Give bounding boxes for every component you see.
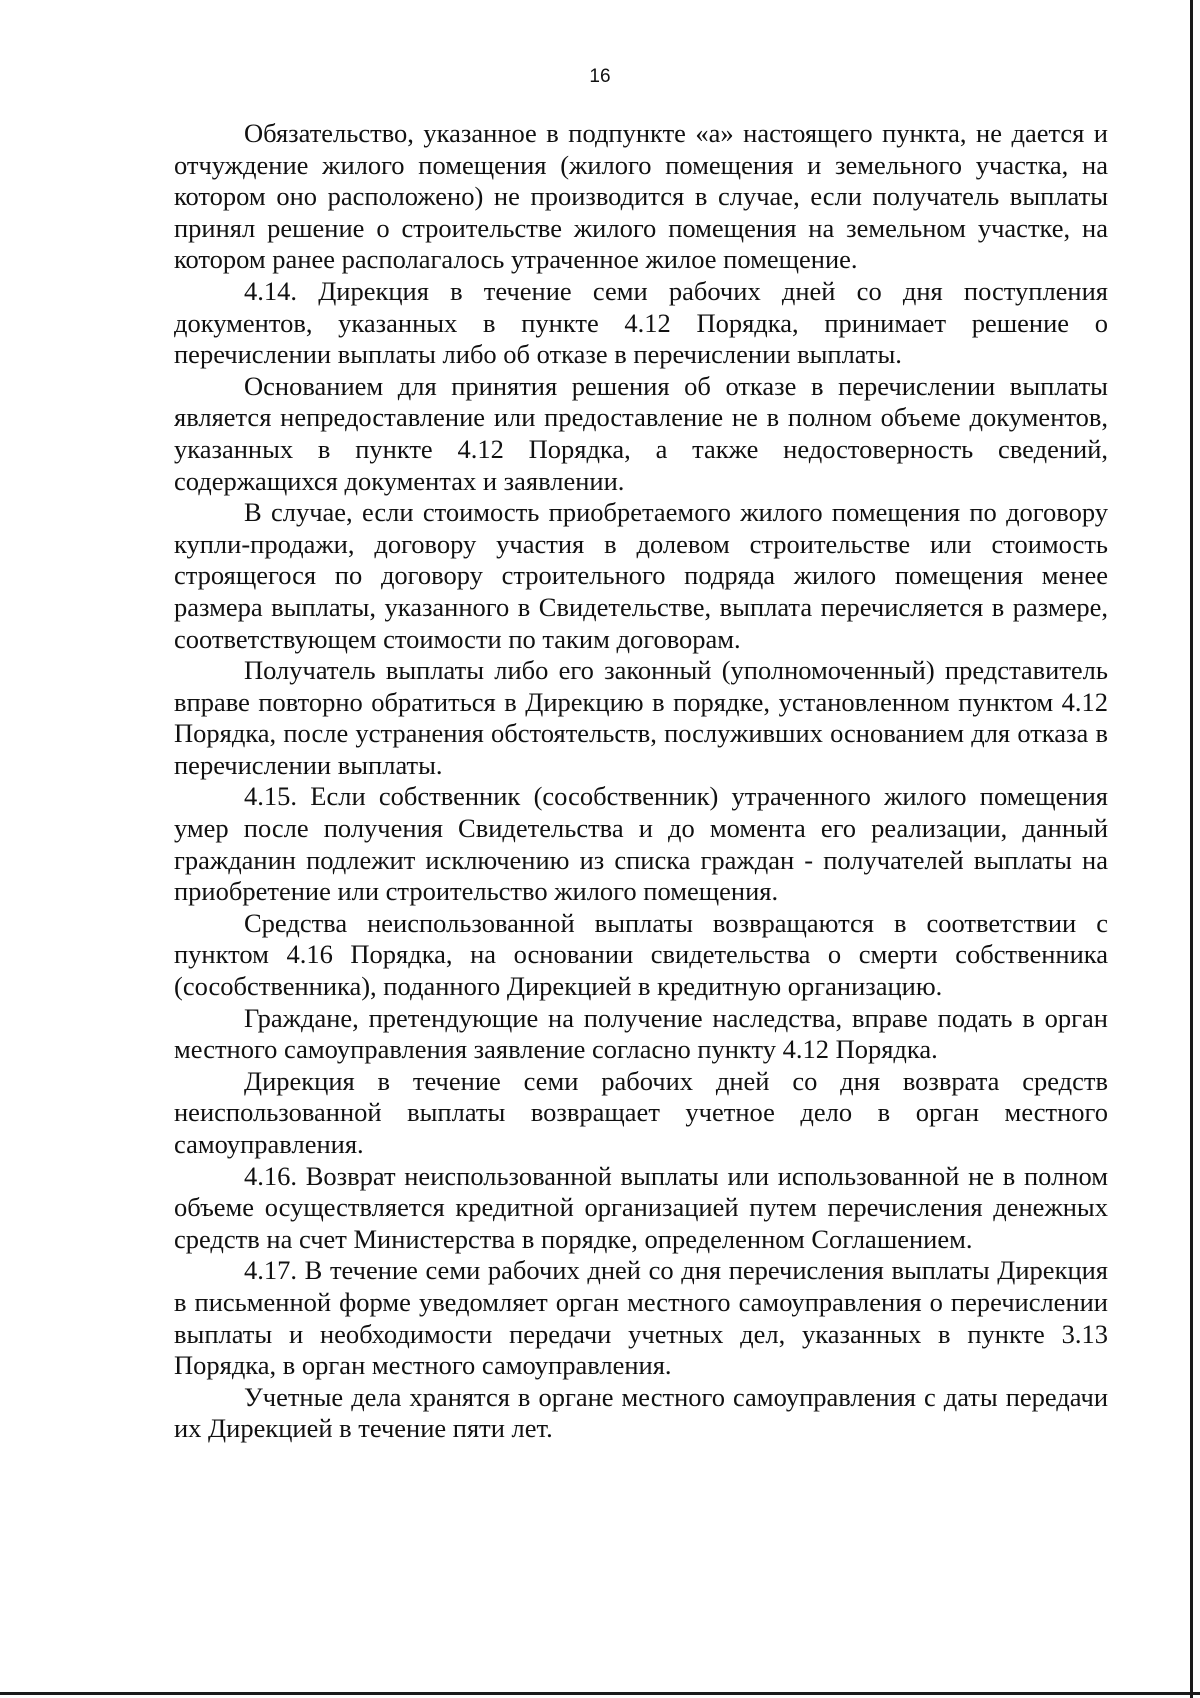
paragraph: Основанием для принятия решения об отказе в перечислении выплаты является непредоставление или предоставление не в полном объеме документов, указанных в пункте 4.12 Порядка, а также недостоверность сведений, содержащихся документах и заявлении. (174, 370, 1108, 496)
paragraph: 4.14. Дирекция в течение семи рабочих дней со дня поступления документов, указанных в пункте 4.12 Порядка, принимает решение о перечислении выплаты либо об отказе в перечислении выплаты. (174, 275, 1108, 370)
paragraph: Дирекция в течение семи рабочих дней со дня возврата средств неиспользованной выплаты возвращает учетное дело в орган местного самоуправления. (174, 1065, 1108, 1159)
document-body (174, 118, 1108, 1445)
paragraph: 4.16. Возврат неиспользованной выплаты или использованной не в полном объеме осуществляется кредитной организацией путем перечисления денежных средств на счет Министерства в порядке, определенном Соглашением. (174, 1160, 1108, 1254)
scan-border-right (1190, 0, 1193, 1698)
paragraph: Получатель выплаты либо его законный (уполномоченный) представитель вправе повторно обратиться в Дирекцию в порядке, установленном пунктом 4.12 Порядка, после устранения обстоятельств, послуживших основанием для отказа в перечислении выплаты. (174, 655, 1108, 780)
paragraph: 4.15. Если собственник (сособственник) утраченного жилого помещения умер после получения Свидетельства и до момента его реализации, данный гражданин подлежит исключению из списка граждан - получателей выплаты на приобретение или строительство жилого помещения. (174, 781, 1108, 907)
paragraph: В случае, если стоимость приобретаемого жилого помещения по договору купли-продажи, договору участия в долевом строительстве или стоимость строящегося по договору строительного подряда жилого помещения менее размера выплаты, указанного в Свидетельстве, выплата перечисляется в размере, соответствующем стоимости по таким договорам. (174, 497, 1108, 654)
paragraph: 4.17. В течение семи рабочих дней со дня перечисления выплаты Дирекция в письменной форме уведомляет орган местного самоуправления о перечислении выплаты и необходимости передачи учетных дел, указанных в пункте 3.13 Порядка, в орган местного самоуправления. (174, 1255, 1108, 1381)
paragraph: Граждане, претендующие на получение наследства, вправе подать в орган местного самоуправления заявление согласно пункту 4.12 Порядка. (174, 1002, 1108, 1065)
scan-border-bottom (0, 1692, 1200, 1695)
paragraph: Средства неиспользованной выплаты возвращаются в соответствии с пунктом 4.16 Порядка, на основании свидетельства о смерти собственника (сособственника), поданного Дирекцией в кредитную организацию. (174, 907, 1108, 1002)
paragraph: Обязательство, указанное в подпункте «а» настоящего пункта, не дается и отчуждение жилого помещения (жилого помещения и земельного участка, на котором оно расположено) не производится в случае, если получатель выплаты принял решение о строительстве жилого помещения на земельном участке, на котором ранее располагалось утраченное жилое помещение. (174, 118, 1108, 275)
page-number: 16 (589, 66, 611, 87)
paragraph: Учетные дела хранятся в органе местного самоуправления с даты передачи их Дирекцией в течение пяти лет. (174, 1381, 1108, 1444)
